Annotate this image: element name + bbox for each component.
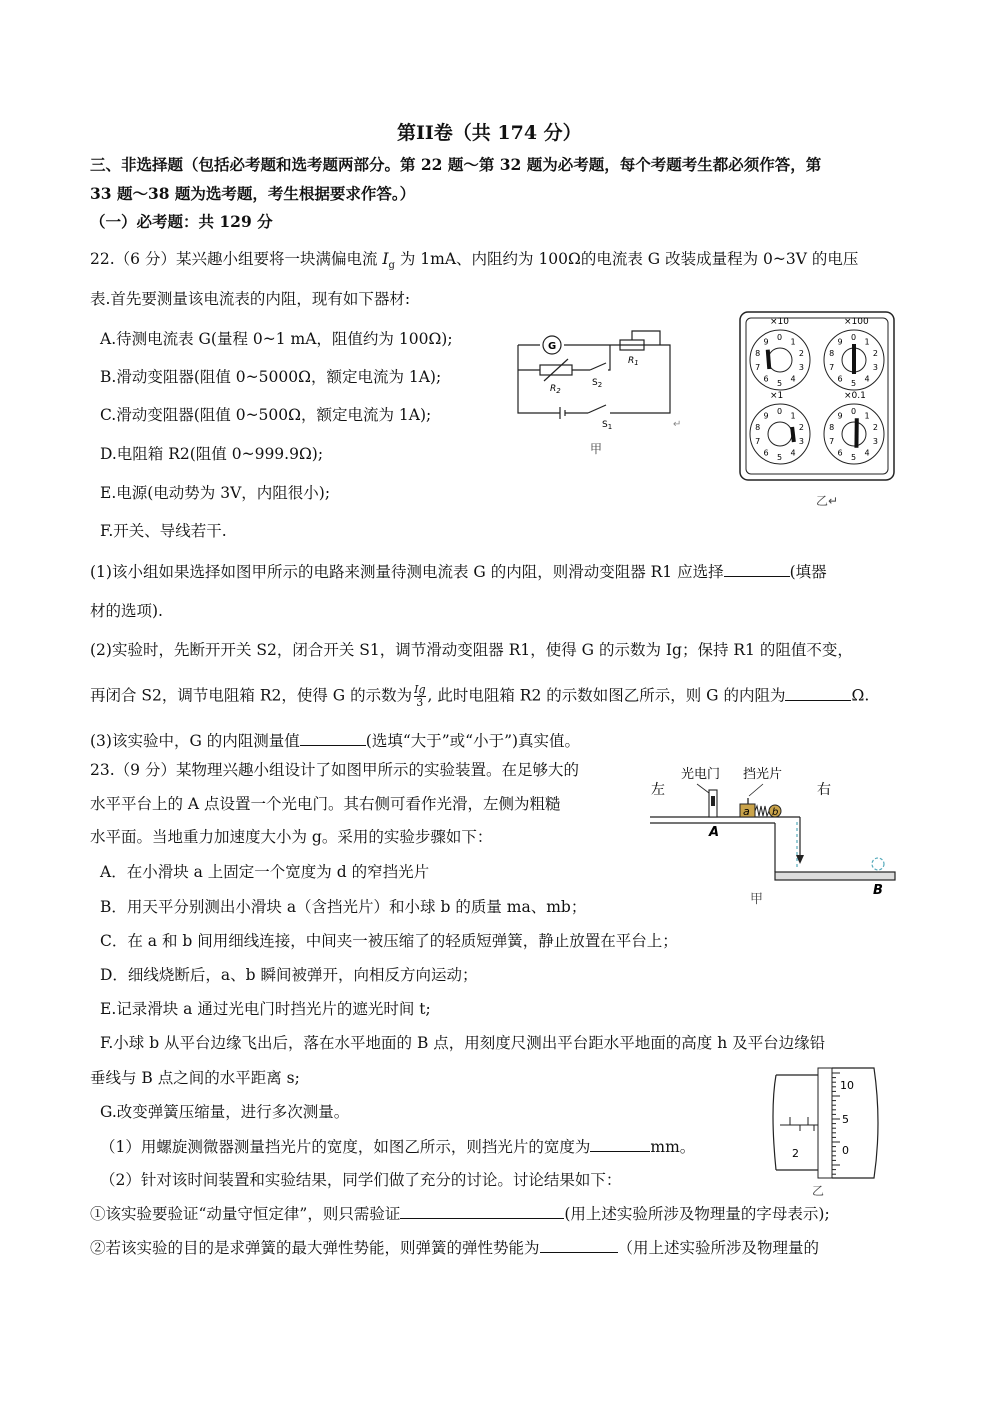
q22-part2: (2)实验时，先断开开关 S2，闭合开关 S1，调节滑动变阻器 R1，使得 G 的示数为 Ig；保持 R1 的阻值不变， bbox=[90, 641, 853, 659]
q23-step-f: F.小球 b 从平台边缘飞出后，落在水平地面的 B 点，用刻度尺测出平台距水平地面的高度 h 及平台边缘铅 bbox=[100, 1034, 826, 1052]
dial-digit: 5 bbox=[777, 379, 783, 388]
dial-digit: 0 bbox=[777, 407, 783, 416]
q23-line2: 水平平台上的 A 点设置一个光电门。其右侧可看作光滑，左侧为粗糙 bbox=[90, 795, 561, 813]
label-photogate: 光电门 bbox=[681, 767, 721, 782]
dial-digit: 2 bbox=[798, 348, 804, 358]
q23-line3: 水平面。当地重力加速度大小为 g。采用的实验步骤如下： bbox=[90, 828, 493, 846]
dial-digit: 2 bbox=[872, 348, 878, 358]
circuit-r1-label: $R_1$ bbox=[628, 356, 639, 367]
q22-line1: 22.（6 分）某兴趣小组要将一块满偏电流 $I_g$ 为 1mA、内阻约为 100Ω的电流表 G 改装成量程为 0~3V 的电压 bbox=[90, 250, 859, 272]
dial-digit: 7 bbox=[755, 437, 761, 447]
q22-part2-cont: 再闭合 S2，调节电阻箱 R2，使得 G 的示数为 $\frac{Ig}{3}$ , 此时电阻箱 R2 的示数如图乙所示，则 G 的内阻为 Ω. bbox=[90, 683, 870, 709]
thimble-label-0: 0 bbox=[842, 1144, 849, 1157]
dial-digit: 9 bbox=[763, 411, 769, 421]
required-heading: （一）必考题：共 129 分 bbox=[90, 212, 273, 231]
dial-digit: 8 bbox=[829, 422, 835, 432]
dial-digit: 4 bbox=[790, 448, 796, 458]
dial-digit: 6 bbox=[763, 374, 769, 384]
q23-part2: （2）针对该时间装置和实验结果，同学们做了充分的讨论。讨论结果如下： bbox=[100, 1171, 622, 1189]
dial-digit: 1 bbox=[790, 337, 796, 347]
q23-conclusion-1: ①该实验要验证“动量守恒定律”，则只需验证 (用上述实验所涉及物理量的字母表示); bbox=[90, 1205, 830, 1223]
section-heading: 三、非选择题（包括必考题和选考题两部分。第 22 题～第 32 题为必考题，每个考题考生都必须作答，第 bbox=[90, 155, 822, 174]
q22-option-a: A.待测电流表 G(量程 0~1 mA，阻值约为 100Ω); bbox=[100, 330, 453, 348]
label-ball-b: b bbox=[772, 807, 779, 818]
dial-multiplier-label: ×1 bbox=[770, 391, 784, 401]
q22-option-f: F.开关、导线若干. bbox=[100, 522, 227, 540]
dial-digit: 8 bbox=[829, 348, 835, 358]
answer-blank-width[interactable] bbox=[590, 1136, 650, 1152]
dial-digit: 1 bbox=[864, 411, 870, 421]
dial-digit: 4 bbox=[790, 374, 796, 384]
answer-blank-compare[interactable] bbox=[300, 730, 366, 746]
dial-pointer bbox=[768, 350, 770, 369]
thimble-label-10: 10 bbox=[840, 1079, 854, 1092]
dial-digit: 8 bbox=[755, 348, 761, 358]
dial-digit: 6 bbox=[837, 374, 843, 384]
return-mark: ↵ bbox=[673, 419, 682, 430]
dial-digit: 9 bbox=[837, 411, 843, 421]
dial-digit: 0 bbox=[851, 333, 857, 342]
q23-step-a: A．在小滑块 a 上固定一个宽度为 d 的窄挡光片 bbox=[100, 863, 430, 881]
q22-part1: (1)该小组如果选择如图甲所示的电路来测量待测电流表 G 的内阻，则滑动变阻器 R1 应选择 (填器 bbox=[90, 563, 827, 581]
figure-yi-label-2: 乙 bbox=[812, 1184, 825, 1198]
answer-blank-resistance[interactable] bbox=[785, 685, 851, 701]
dial-digit: 3 bbox=[798, 437, 804, 447]
dial-digit: 2 bbox=[798, 422, 804, 432]
experiment-setup-diagram bbox=[645, 760, 905, 910]
q22-part3: (3)该实验中，G 的内阻测量值 (选填“大于”或“小于”)真实值。 bbox=[90, 732, 581, 750]
dial-digit: 1 bbox=[864, 337, 870, 347]
resistance-box-diagram bbox=[738, 310, 898, 510]
q23-step-g: G.改变弹簧压缩量，进行多次测量。 bbox=[100, 1103, 350, 1121]
circuit-s2-label: $S_2$ bbox=[592, 378, 603, 389]
circuit-diagram bbox=[510, 325, 690, 460]
dial-multiplier-label: ×100 bbox=[844, 317, 869, 327]
dial-digit: 9 bbox=[837, 337, 843, 347]
q22-part1-cont: 材的选项). bbox=[90, 602, 163, 620]
dial-digit: 7 bbox=[755, 363, 761, 373]
q22-option-b: B.滑动变阻器(阻值 0~5000Ω，额定电流为 1A); bbox=[100, 368, 442, 386]
dial-digit: 0 bbox=[777, 333, 783, 342]
dial-digit: 2 bbox=[872, 422, 878, 432]
sleeve-label-2: 2 bbox=[792, 1147, 799, 1160]
dial-multiplier-label: ×10 bbox=[770, 317, 789, 327]
q23-step-d: D．细线烧断后，a、b 瞬间被弹开，向相反方向运动； bbox=[100, 966, 478, 984]
figure-yi-label: 乙↵ bbox=[816, 494, 839, 508]
q22-option-e: E.电源(电动势为 3V，内阻很小); bbox=[100, 484, 331, 502]
q23-part1: （1）用螺旋测微器测量挡光片的宽度，如图乙所示，则挡光片的宽度为 mm。 bbox=[100, 1138, 696, 1156]
page-title: 第II卷（共 174 分） bbox=[397, 122, 582, 144]
label-point-a: A bbox=[709, 825, 720, 840]
q23-conclusion-2: ②若该实验的目的是求弹簧的最大弹性势能，则弹簧的弹性势能为 （用上述实验所涉及物理量的 bbox=[90, 1239, 820, 1257]
q23-step-e: E.记录滑块 a 通过光电门时挡光片的遮光时间 t; bbox=[100, 1000, 431, 1018]
answer-blank-r1[interactable] bbox=[724, 561, 790, 577]
dial-digit: 3 bbox=[872, 437, 878, 447]
dial-digit: 6 bbox=[837, 448, 843, 458]
dial-multiplier-label: ×0.1 bbox=[844, 391, 866, 401]
dial-digit: 9 bbox=[763, 337, 769, 347]
dial-digit: 1 bbox=[790, 411, 796, 421]
label-block-a: a bbox=[743, 805, 750, 818]
q22-option-d: D.电阻箱 R2(阻值 0~999.9Ω); bbox=[100, 445, 324, 463]
dial-pointer bbox=[792, 427, 794, 442]
dial-digit: 4 bbox=[864, 374, 870, 384]
dial-digit: 7 bbox=[829, 363, 835, 373]
micrometer-diagram bbox=[770, 1065, 890, 1200]
thimble-label-5: 5 bbox=[842, 1113, 849, 1126]
section-heading-cont: 33 题～38 题为选考题，考生根据要求作答。） bbox=[90, 184, 416, 203]
figure-jia-label-2: 甲 bbox=[750, 892, 764, 907]
dial-digit: 4 bbox=[864, 448, 870, 458]
q23-step-c: C．在 a 和 b 间用细线连接，中间夹一被压缩了的轻质短弹簧，静止放置在平台上； bbox=[100, 932, 678, 950]
circuit-g-label: G bbox=[548, 341, 557, 352]
q22-option-c: C.滑动变阻器(阻值 0~500Ω，额定电流为 1A); bbox=[100, 406, 432, 424]
dial-digit: 3 bbox=[798, 363, 804, 373]
label-left: 左 bbox=[651, 782, 665, 798]
circuit-s1-label: $S_1$ bbox=[602, 420, 613, 431]
dial-digit: 3 bbox=[872, 363, 878, 373]
q22-line2: 表.首先要测量该电流表的内阻，现有如下器材: bbox=[90, 290, 411, 308]
dial-digit: 5 bbox=[851, 379, 857, 388]
answer-blank-momentum[interactable] bbox=[400, 1203, 564, 1219]
dial-digit: 7 bbox=[829, 437, 835, 447]
dial-digit: 8 bbox=[755, 422, 761, 432]
label-shade: 挡光片 bbox=[743, 767, 783, 782]
dial-digit: 0 bbox=[851, 407, 857, 416]
q23-line1: 23.（9 分）某物理兴趣小组设计了如图甲所示的实验装置。在足够大的 bbox=[90, 761, 579, 779]
answer-blank-energy[interactable] bbox=[540, 1237, 618, 1253]
figure-jia-label: 甲 bbox=[590, 442, 603, 456]
dial-digit: 5 bbox=[777, 453, 783, 462]
dial-digit: 5 bbox=[851, 453, 857, 462]
q23-step-f-cont: 垂线与 B 点之间的水平距离 s; bbox=[90, 1069, 300, 1087]
dial-digit: 6 bbox=[763, 448, 769, 458]
q23-step-b: B．用天平分别测出小滑块 a（含挡光片）和小球 b 的质量 ma、mb； bbox=[100, 898, 587, 916]
label-point-b: B bbox=[873, 883, 883, 898]
circuit-r2-label: $R_2$ bbox=[550, 384, 561, 395]
label-right: 右 bbox=[817, 782, 831, 798]
